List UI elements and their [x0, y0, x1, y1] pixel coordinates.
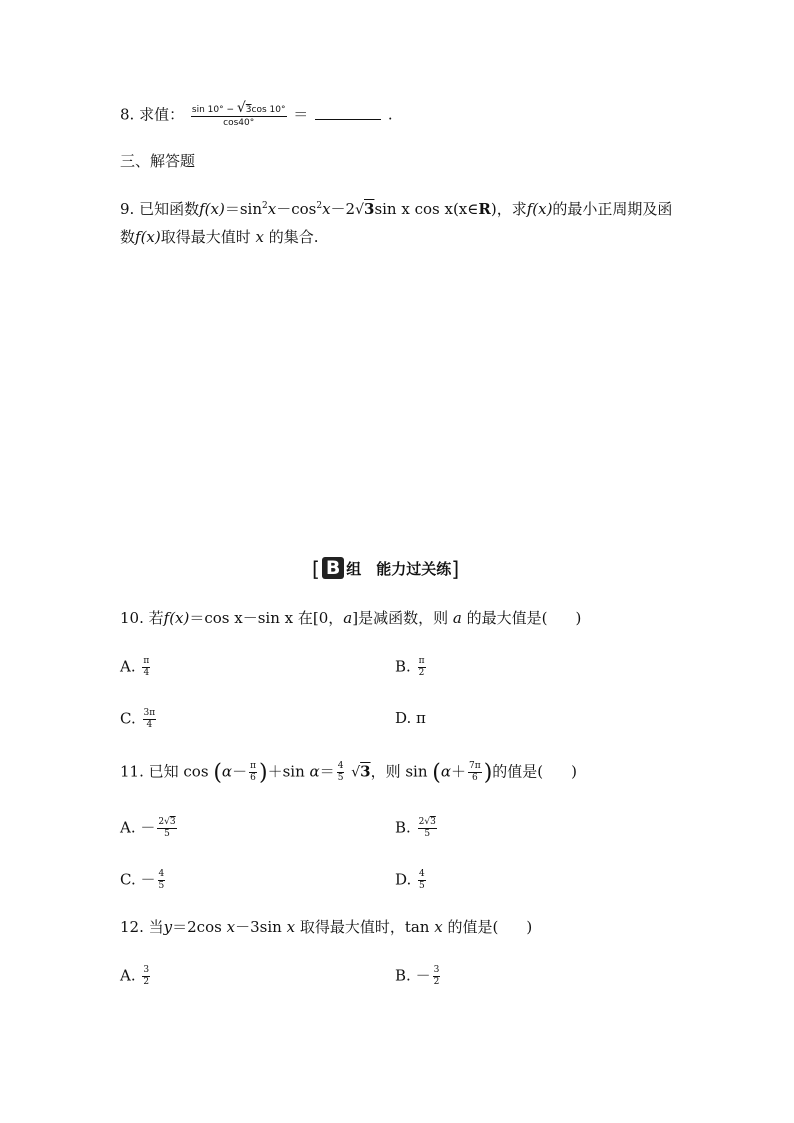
- group-b-badge: B: [322, 557, 344, 579]
- q9-number: 9.: [120, 200, 135, 218]
- question-9-line1: 9. 已知函数$f(x)=\sin^2x-\cos^2x-2√3\sin$ x cos x(x∈R)，求f(x)的最小正周期及函: [120, 200, 673, 218]
- question-8: [120, 102, 393, 129]
- q11-option-d[interactable]: D. $\frac{4}{5}$: [395, 869, 425, 891]
- question-9-line2: 数f(x)取得最大值时 x 的集合.: [120, 228, 319, 246]
- q8-equals: ＝: [293, 105, 309, 124]
- group-b-header: [ B 组 能力过关练]: [312, 557, 460, 581]
- q8-end: .: [387, 105, 393, 124]
- q8-prompt: 求值：: [139, 105, 185, 124]
- q8-fraction: [191, 102, 287, 129]
- q8-fraction-numerator: sin 10° − √3cos 10°: [191, 100, 286, 116]
- section-title: 三、解答题: [120, 152, 196, 170]
- q10-option-d[interactable]: D. π: [395, 709, 426, 727]
- q11-option-a[interactable]: A. － $\frac{2√3}{5}$: [120, 817, 176, 839]
- q11-option-c[interactable]: C. － $\frac{4}{5}$: [120, 869, 165, 891]
- q10-option-c[interactable]: C. $\frac{3\pi}{4}$: [120, 708, 156, 730]
- question-12: 12. 当y＝2cos x－3sin x 取得最大值时，tan x 的值是( ): [120, 918, 533, 936]
- q8-fraction-denominator: cos40°: [223, 118, 255, 128]
- q8-number: 8.: [120, 105, 135, 124]
- q11-option-b[interactable]: B. $\frac{2√3}{5}$: [395, 817, 436, 839]
- q12-option-b[interactable]: B. － $\frac{3}{2}$: [395, 965, 440, 987]
- q10-option-b[interactable]: B. $\frac{\pi}{2}$: [395, 656, 425, 678]
- q8-answer-blank[interactable]: [315, 105, 381, 120]
- question-11: 11. 已知 cos (α－ $\frac{\pi}{6}$ )＋sin α＝ $\frac{4}{5}$ √3，则 sin (α＋ $\frac{7\pi}{6}$ )的值是( ): [120, 760, 577, 786]
- q10-option-a[interactable]: A. $\frac{\pi}{4}$: [120, 656, 150, 678]
- q12-option-a[interactable]: A. $\frac{3}{2}$: [120, 965, 150, 987]
- question-10: 10. 若f(x)＝cos x－sin x 在[0，a]是减函数，则 a 的最大值是( ): [120, 609, 582, 627]
- group-b-title: 组 能力过关练: [346, 560, 452, 578]
